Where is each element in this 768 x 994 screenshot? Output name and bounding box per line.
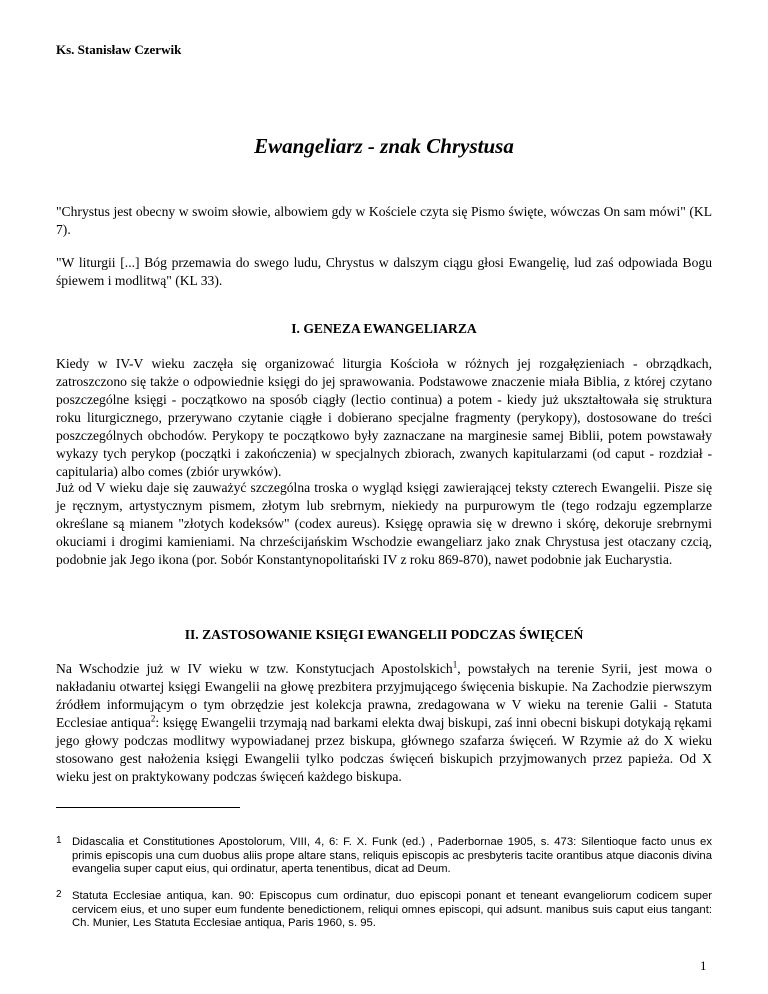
footnote-number: 1: [56, 835, 62, 846]
author-name: Ks. Stanisław Czerwik: [56, 42, 182, 57]
footnote-ref[interactable]: 2: [150, 713, 156, 724]
paragraph-text: : księgę Ewangelii trzymają nad barkami elekta dwaj biskupi, zaś inni obecni biskupi dotykają rękami jego głowy podczas modlitwy wypowiadanej przez biskupa, głównego szafarza święceń. W Rzymie aż do X wieku stosowano gest nałożenia księgi Ewangelii tylko podczas święceń biskupich przyjmowanych przez papieża. Od X wieku jest on praktykowany podczas święceń każdego biskupa.: [56, 715, 712, 784]
quote-paragraph: "W liturgii [...] Bóg przemawia do swego ludu, Chrystus w dalszym ciągu głosi Ewangelię, lud zaś odpowiada Bogu śpiewem i modlitwą" (KL 33).: [56, 255, 712, 288]
quote-paragraph: "Chrystus jest obecny w swoim słowie, albowiem gdy w Kościele czyta się Pismo święte, wówczas On sam mówi" (KL 7).: [56, 204, 712, 237]
section-heading: II. ZASTOSOWANIE KSIĘGI EWANGELII PODCZAS ŚWIĘCEŃ: [184, 627, 584, 642]
paragraph-text: Na Wschodzie już w IV wieku w tzw. Konstytucjach Apostolskich: [56, 661, 453, 676]
page-number: 1: [700, 958, 707, 973]
footnote-number: 2: [56, 889, 62, 900]
section-heading: I. GENEZA EWANGELIARZA: [291, 321, 477, 336]
body-paragraph: Już od V wieku daje się zauważyć szczególna troska o wygląd księgi zawierającej teksty czterech Ewangelii. Pisze się je ręcznym, artystycznym pismem, złotym lub srebrnym, niekiedy na purpurowym tle (tego rodzaju egzemplarze określane są mianem "złotych kodeksów" (codex aureus). Księgę oprawia się w drewno i skórę, dekoruje srebrnymi okuciami i drogimi kamieniami. Na chrześcijańskim Wschodzie ewangeliarz jako znak Chrystusa jest otaczany czcią, podobnie jak Jego ikona (por. Sobór Konstantynopolitański IV z roku 869-870), nawet podobnie jak Eucharystia.: [56, 480, 712, 567]
footnote-text: Didascalia et Constitutiones Apostolorum, VIII, 4, 6: F. X. Funk (ed.) , Paderbornae 1905, s. 473: Silentioque facto unus ex primis episcopis una cum duobus aliis prope altare stans, reliquis episcopis ac presbyteris tacite orantibus atque diaconis divina evangelia super caput eius, qui ordinatur, aperta tenentibus, dicat ad Deum.: [72, 836, 712, 876]
footnote: [56, 836, 712, 877]
footnote-separator: [56, 807, 240, 808]
document-title: Ewangeliarz - znak Chrystusa: [254, 134, 514, 158]
body-paragraph: [56, 660, 712, 786]
footnote-text: Statuta Ecclesiae antiqua, kan. 90: Episcopus cum ordinatur, duo episcopi ponant et teneant evangeliorum codicem super cervicem eius, et uno super eum fundente benedictionem, reliqui omnes episcopi, qui adsunt. manibus suis caput eius tangant: Ch. Munier, Les Statuta Ecclesiae antiqua, Paris 1960, s. 95.: [72, 890, 712, 930]
body-paragraph: Kiedy w IV-V wieku zaczęła się organizować liturgia Kościoła w różnych jej rozgałęzieniach - obrządkach, zatroszczono się także o odpowiednie księgi do jej sprawowania. Podstawowe znaczenie miała Biblia, z której czytano poszczególne księgi - początkowo na sposób ciągły (lectio continua) a potem - kiedy już ukształtowała się struktura roku liturgicznego, przerywano czytanie ciągłe i dobierano specjalne fragmenty (perykopy), dostosowane do treści poszczególnych obchodów. Perykopy te początkowo były zaznaczane na marginesie samej Biblii, potem powstawały wykazy tych perykop (początki i zakończenia) w specjalnych zbiorach, zwanych kapitularzami (od caput - rozdział - capitularia) albo comes (zbiór urywków).: [56, 356, 712, 479]
footnote: [56, 890, 712, 931]
footnote-ref[interactable]: 1: [452, 659, 458, 670]
paragraph-text: , powstałych na terenie Syrii, jest mowa o nakładaniu otwartej księgi Ewangelii na głowę prezbitera przyjmującego święcenia biskupie. Na Zachodzie pierwszym źródłem informującym o tym obrzędzie jest kolekcja prawna, zredagowana w V wieku na terenie Galii - Statuta Ecclesiae antiqua: [56, 661, 712, 730]
